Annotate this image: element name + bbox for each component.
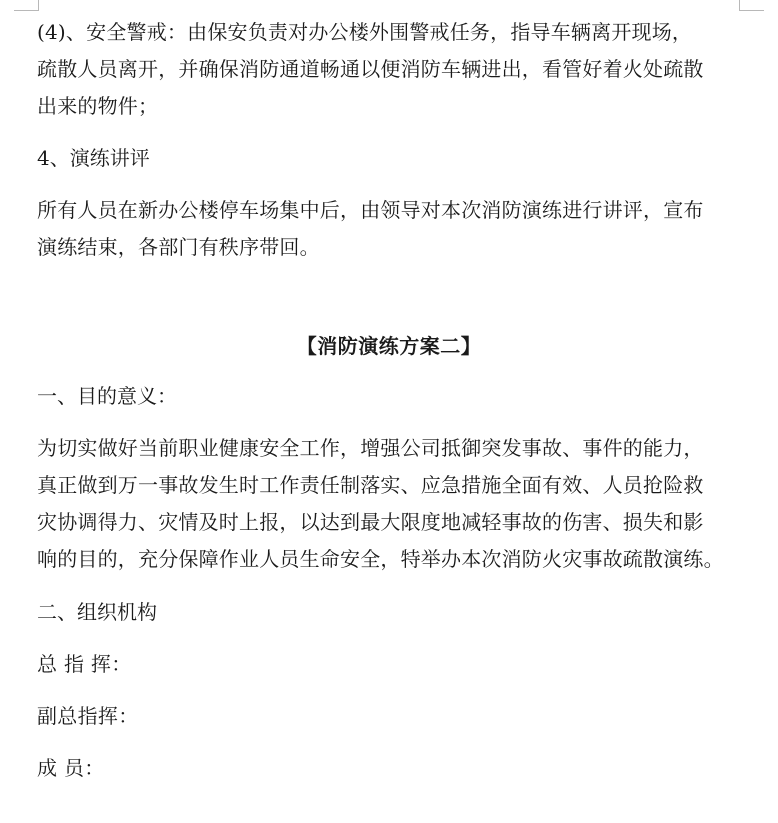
paragraph-line: 疏散人员离开，并确保消防通道畅通以便消防车辆进出，看管好着火处疏散 bbox=[37, 57, 704, 81]
field-commander: 总 指 挥： bbox=[37, 652, 132, 676]
paragraph-line: 真正做到万一事故发生时工作责任制落实、应急措施全面有效、人员抢险救 bbox=[37, 473, 704, 497]
section-heading-drill-review: 4、演练讲评 bbox=[37, 146, 150, 170]
paragraph-purpose bbox=[37, 430, 741, 578]
section-heading-organization: 二、组织机构 bbox=[37, 600, 157, 624]
paragraph-drill-review bbox=[37, 192, 741, 266]
paragraph-line: 所有人员在新办公楼停车场集中后，由领导对本次消防演练进行讲评，宣布 bbox=[37, 198, 704, 222]
plan-title: 【消防演练方案二】 bbox=[296, 334, 482, 358]
document-content bbox=[37, 14, 741, 802]
paragraph-line: 出来的物件； bbox=[37, 94, 159, 118]
page-corner-mark-right bbox=[739, 0, 764, 11]
paragraph-line: 响的目的，充分保障作业人员生命安全，特举办本次消防火灾事故疏散演练。 bbox=[37, 547, 724, 571]
page-corner-mark-left bbox=[14, 0, 39, 11]
field-members: 成 员： bbox=[37, 756, 105, 780]
paragraph-line: 灾协调得力、灾情及时上报，以达到最大限度地减轻事故的伤害、损失和影 bbox=[37, 510, 704, 534]
paragraph-line: (4)、安全警戒：由保安负责对办公楼外围警戒任务，指导车辆离开现场， bbox=[37, 20, 693, 44]
paragraph-line: 演练结束，各部门有秩序带回。 bbox=[37, 235, 320, 259]
paragraph-security-cordon bbox=[37, 14, 741, 125]
section-heading-purpose: 一、目的意义： bbox=[37, 384, 177, 408]
paragraph-line: 为切实做好当前职业健康安全工作，增强公司抵御突发事故、事件的能力， bbox=[37, 436, 704, 460]
field-deputy-commander: 副总指挥： bbox=[37, 704, 139, 728]
